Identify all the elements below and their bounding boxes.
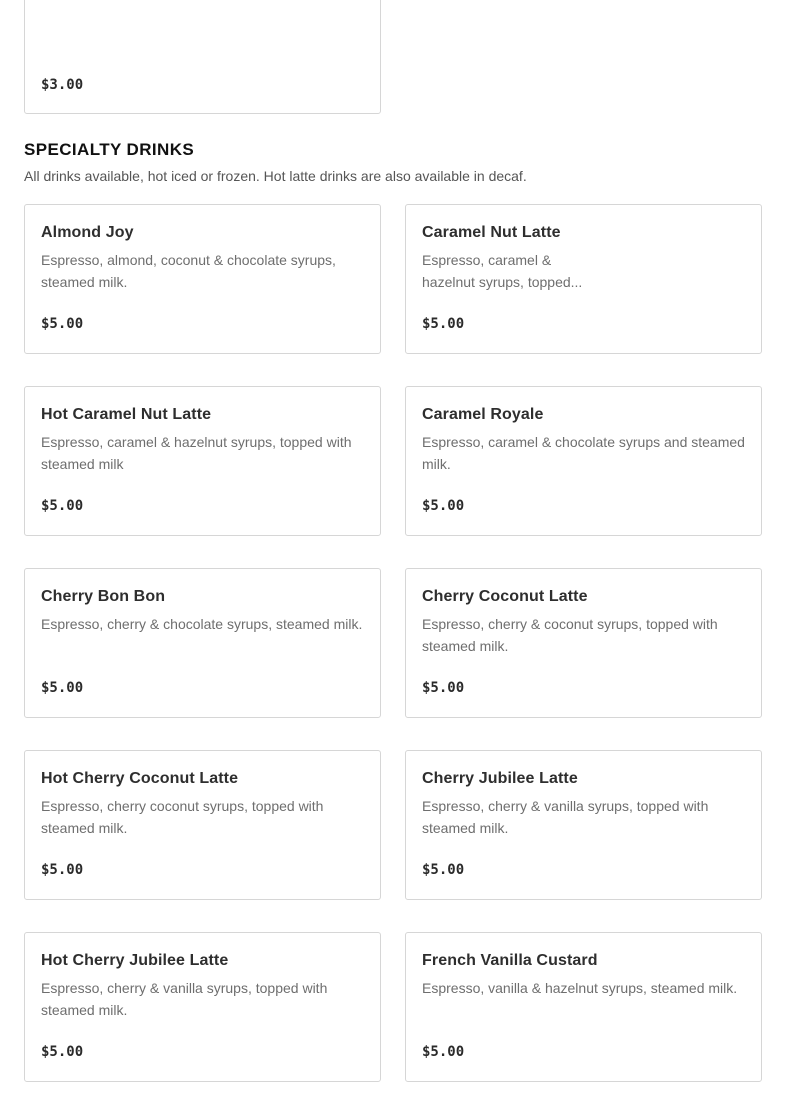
menu-item-name: Cherry Jubilee Latte (422, 770, 578, 787)
menu-item-description: Espresso, caramel & hazelnut syrups, topped with steamed milk (41, 434, 352, 472)
menu-item-card[interactable] (405, 204, 762, 354)
menu-item-name: Hot Caramel Nut Latte (41, 406, 212, 423)
menu-item-description: Espresso, cherry & vanilla syrups, topped with steamed milk. (41, 980, 328, 1018)
menu-item-card[interactable] (24, 568, 381, 718)
menu-item-description: Espresso, almond, coconut & chocolate syrups, steamed milk. (41, 252, 336, 290)
menu-item-card[interactable] (24, 386, 381, 536)
menu-item-description: Espresso, cherry & vanilla syrups, topped with steamed milk. (422, 798, 709, 836)
menu-item-card[interactable] (405, 568, 762, 718)
menu-item-name: French Vanilla Custard (422, 952, 598, 969)
menu-item-description: Espresso, cherry coconut syrups, topped with steamed milk. (41, 798, 324, 836)
menu-item-price: $5.00 (41, 316, 84, 332)
menu-item-description: Espresso, caramel & chocolate syrups and steamed milk. (422, 434, 745, 472)
menu-item-card[interactable] (405, 386, 762, 536)
menu-item-name: Cherry Coconut Latte (422, 588, 588, 605)
menu-item-price: $5.00 (422, 316, 465, 332)
menu-item-description: Espresso, caramel & hazelnut syrups, topped... (422, 252, 583, 290)
menu-item-name: Cherry Bon Bon (41, 588, 166, 605)
menu-item-price: $5.00 (422, 498, 465, 514)
section-title: SPECIALTY DRINKS (24, 140, 195, 159)
menu-item-card[interactable] (405, 750, 762, 900)
menu-item-card[interactable] (24, 932, 381, 1082)
menu-item-price: $5.00 (41, 498, 84, 514)
menu-item-price: $5.00 (41, 680, 84, 696)
menu-item-name: Caramel Nut Latte (422, 224, 561, 241)
menu-item-card[interactable] (24, 750, 381, 900)
menu-item-price: $5.00 (41, 862, 84, 878)
menu-item-description: Espresso, cherry & coconut syrups, topped with steamed milk. (422, 616, 718, 654)
menu-item-card[interactable] (405, 932, 762, 1082)
menu-item-name: Hot Cherry Jubilee Latte (41, 952, 229, 969)
menu-item-price: $3.00 (41, 77, 84, 93)
menu-item-description: Espresso, vanilla & hazelnut syrups, steamed milk. (422, 980, 738, 996)
menu-item-price: $5.00 (41, 1044, 84, 1060)
menu-item-price: $5.00 (422, 680, 465, 696)
menu-item-name: Caramel Royale (422, 406, 544, 423)
menu-item-name: Hot Cherry Coconut Latte (41, 770, 239, 787)
menu-item-price: $5.00 (422, 862, 465, 878)
menu-item-card[interactable] (24, 204, 381, 354)
menu-item-price: $5.00 (422, 1044, 465, 1060)
section-subtitle: All drinks available, hot iced or frozen. Hot latte drinks are also available in decaf. (24, 168, 527, 184)
menu-item-description: Espresso, cherry & chocolate syrups, steamed milk. (41, 616, 363, 632)
menu-item-card-previous[interactable] (24, 0, 381, 114)
menu-item-name: Almond Joy (41, 224, 134, 241)
